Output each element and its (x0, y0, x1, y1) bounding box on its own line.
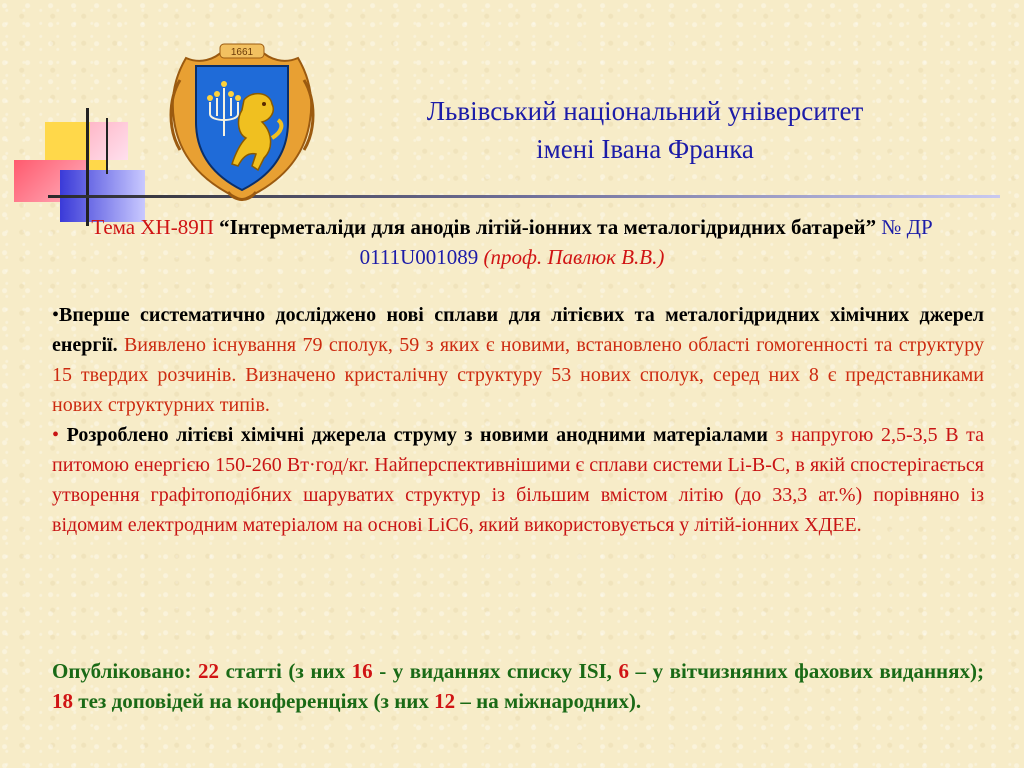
pub-count: 22 (198, 659, 220, 683)
theme-registration: № ДР 0111U001089 (359, 215, 933, 269)
svg-text:1661: 1661 (230, 47, 254, 58)
pub-count: 16 (351, 659, 373, 683)
list-item (52, 420, 984, 540)
pub-text: – на міжнародних). (455, 689, 642, 713)
pub-text: - у виданнях списку ISI, (372, 659, 619, 683)
university-name-line2: імені Івана Франка (536, 134, 754, 164)
university-name-line1: Львівський національний університет (426, 96, 864, 126)
pub-count: 6 (618, 659, 629, 683)
bullet-marker: • (52, 424, 67, 446)
pub-text: статті (з них (219, 659, 352, 683)
decor-pink-square (90, 122, 128, 160)
publications-summary (52, 656, 984, 716)
bullet-text-red: з (767, 424, 784, 446)
bullet-bold-text: Розроблено літієві хімічні джерела струму з новими анодними матеріалами (66, 424, 768, 446)
university-name (345, 92, 945, 168)
theme-author: (проф. Павлюк В.В.) (483, 245, 665, 269)
decor-vertical-line-short (106, 118, 108, 174)
pub-count: 12 (434, 689, 456, 713)
pub-text: Опубліковано: (52, 659, 199, 683)
theme-title: “Інтерметаліди для анодів літій-іонних та металогідридних батарей” (219, 215, 877, 239)
pub-text: – у вітчизняних фахових виданнях); (628, 659, 984, 683)
bullet-text: напругою 2,5-3,5 В та питомою енергією 150-260 Вт·год/кг. Найперспективнішими є сплави системи Li-B-C, в якій спостерігається утворення графітоподібних шаруватих структур із більшим вмістом літію (до 33,3 ат.%) порівняно із відомим електродним матеріалом на основі LiC6, який використовується у літій-іонних ХДЕЕ. (52, 424, 984, 536)
pub-text: тез доповідей на конференціях (з них (73, 689, 435, 713)
pub-count: 18 (52, 689, 73, 713)
bullet-bold-text: Вперше систематично досліджено нові сплави для літієвих та металогідридних хімічних джерел енергії. (52, 304, 984, 356)
decor-vertical-line (86, 108, 89, 226)
bullet-text: Виявлено існування 79 сполук, 59 з яких є новими, встановлено області гомогенності та структуру 15 твердих розчинів. Визначено кристалічну структуру 53 нових сполук, серед них 8 є представниками нових структурних типів. (52, 334, 984, 416)
results-list (52, 300, 984, 540)
coat-of-arms-icon (166, 40, 318, 208)
bullet-marker: • (52, 304, 60, 326)
research-theme (40, 212, 984, 272)
theme-label: Тема ХН-89П (91, 215, 214, 239)
list-item (52, 300, 984, 420)
